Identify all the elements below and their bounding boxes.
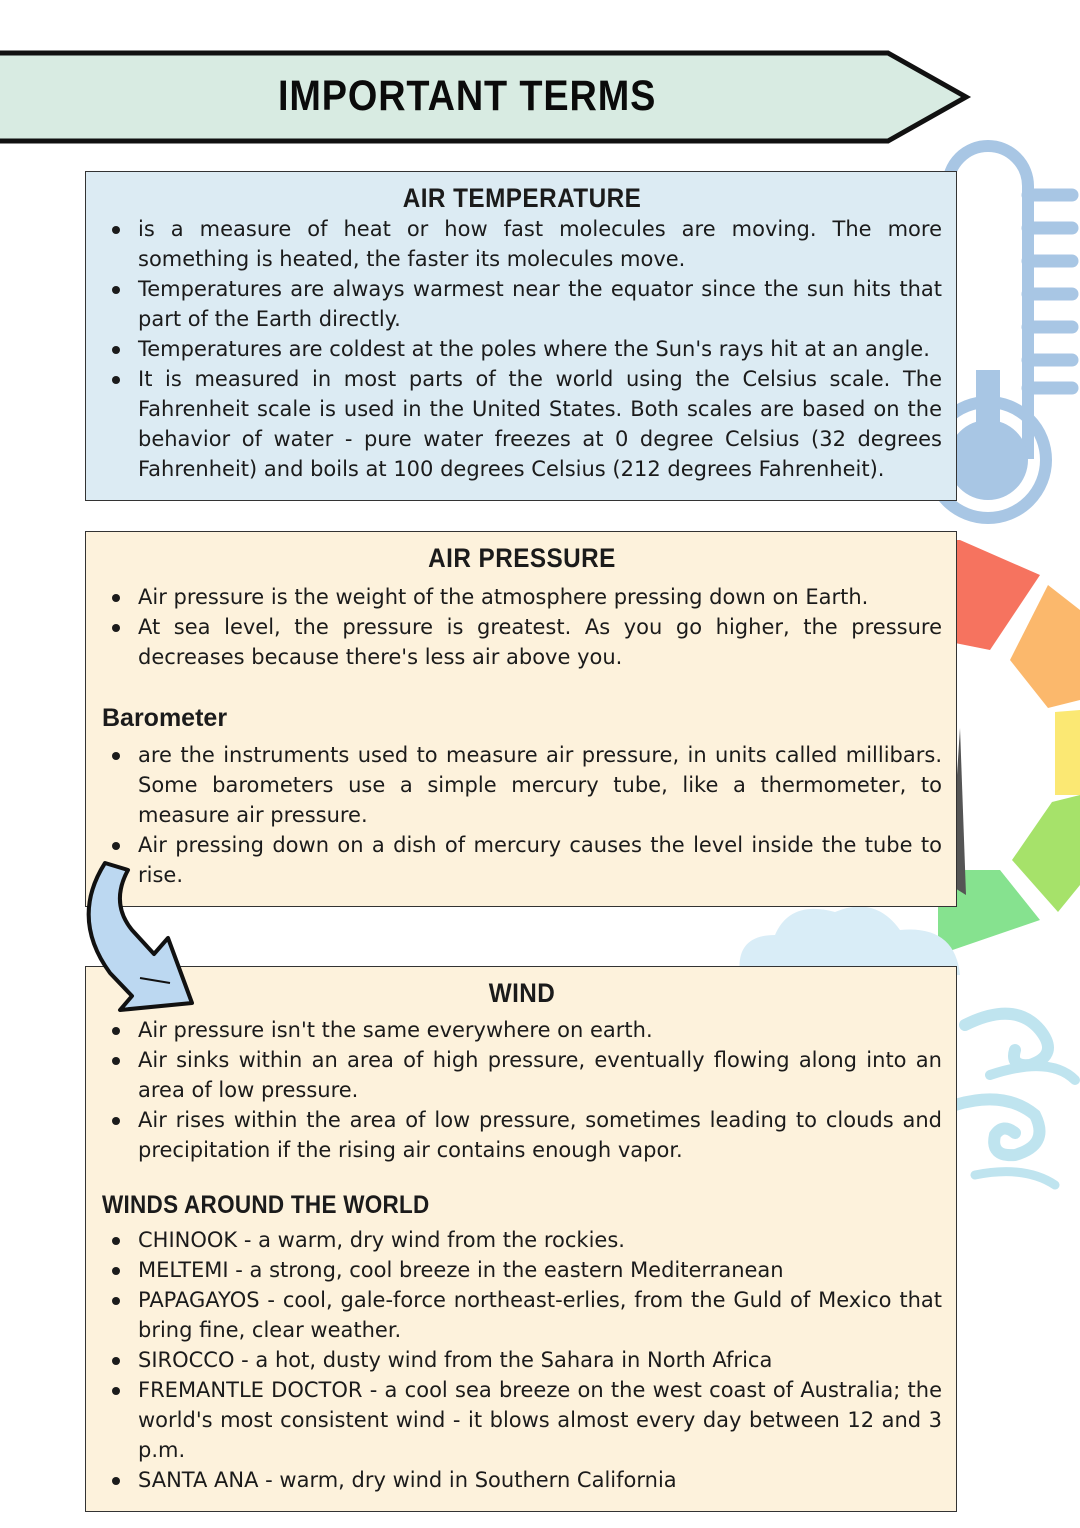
list-item: SANTA ANA - warm, dry wind in Southern California <box>102 1465 942 1495</box>
wind-swirl-icon <box>955 995 1080 1195</box>
winds-around-the-world-heading: WINDS AROUND THE WORLD <box>102 1191 430 1219</box>
list-item: Air pressure is the weight of the atmosphere pressing down on Earth. <box>102 582 942 612</box>
list-item: It is measured in most parts of the world using the Celsius scale. The Fahrenheit scale is used in the United States. Both scales are based on the behavior of water - pure water freezes at 0 degree Celsius (32 degrees Fahrenheit) and boils at 100 degrees Celsius (212 degrees Fahrenheit). <box>102 364 942 484</box>
list-item: SIROCCO - a hot, dusty wind from the Sahara in North Africa <box>102 1345 942 1375</box>
curved-arrow-icon <box>70 858 210 1028</box>
barometer-list <box>102 740 942 890</box>
list-item: At sea level, the pressure is greatest. As you go higher, the pressure decreases because there's less air above you. <box>102 612 942 672</box>
air-temperature-heading: AIR TEMPERATURE <box>402 183 642 213</box>
air-pressure-card <box>85 531 957 907</box>
air-pressure-list <box>102 582 942 672</box>
winds-around-the-world-list <box>102 1225 942 1495</box>
list-item: Air sinks within an area of high pressure, eventually flowing along into an area of low pressure. <box>102 1045 942 1105</box>
list-item: CHINOOK - a warm, dry wind from the rockies. <box>102 1225 942 1255</box>
list-item: FREMANTLE DOCTOR - a cool sea breeze on the west coast of Australia; the world's most consistent wind - it blows almost every day between 12 and 3 p.m. <box>102 1375 942 1465</box>
list-item: Air pressing down on a dish of mercury causes the level inside the tube to rise. <box>102 830 942 890</box>
list-item: is a measure of heat or how fast molecules are moving. The more something is heated, the faster its molecules move. <box>102 214 942 274</box>
wind-card <box>85 966 957 1512</box>
list-item: Air pressure isn't the same everywhere on earth. <box>102 1015 942 1045</box>
list-item: PAPAGAYOS - cool, gale-force northeast-erlies, from the Guld of Mexico that bring fine, clear weather. <box>102 1285 942 1345</box>
list-item: Temperatures are always warmest near the equator since the sun hits that part of the Earth directly. <box>102 274 942 334</box>
air-temperature-card <box>85 171 957 501</box>
list-item: Air rises within the area of low pressure, sometimes leading to clouds and precipitation if the rising air contains enough vapor. <box>102 1105 942 1165</box>
barometer-heading: Barometer <box>102 704 228 732</box>
page-title: IMPORTANT TERMS <box>278 72 657 120</box>
wind-heading: WIND <box>488 978 556 1008</box>
list-item: are the instruments used to measure air pressure, in units called millibars. Some barometers use a simple mercury tube, like a thermometer, to measure air pressure. <box>102 740 942 830</box>
air-pressure-heading: AIR PRESSURE <box>428 543 616 573</box>
list-item: Temperatures are coldest at the poles where the Sun's rays hit at an angle. <box>102 334 942 364</box>
wind-list <box>102 1015 942 1165</box>
cloud-icon <box>735 900 965 975</box>
list-item: MELTEMI - a strong, cool breeze in the eastern Mediterranean <box>102 1255 942 1285</box>
air-temperature-list <box>102 214 942 484</box>
